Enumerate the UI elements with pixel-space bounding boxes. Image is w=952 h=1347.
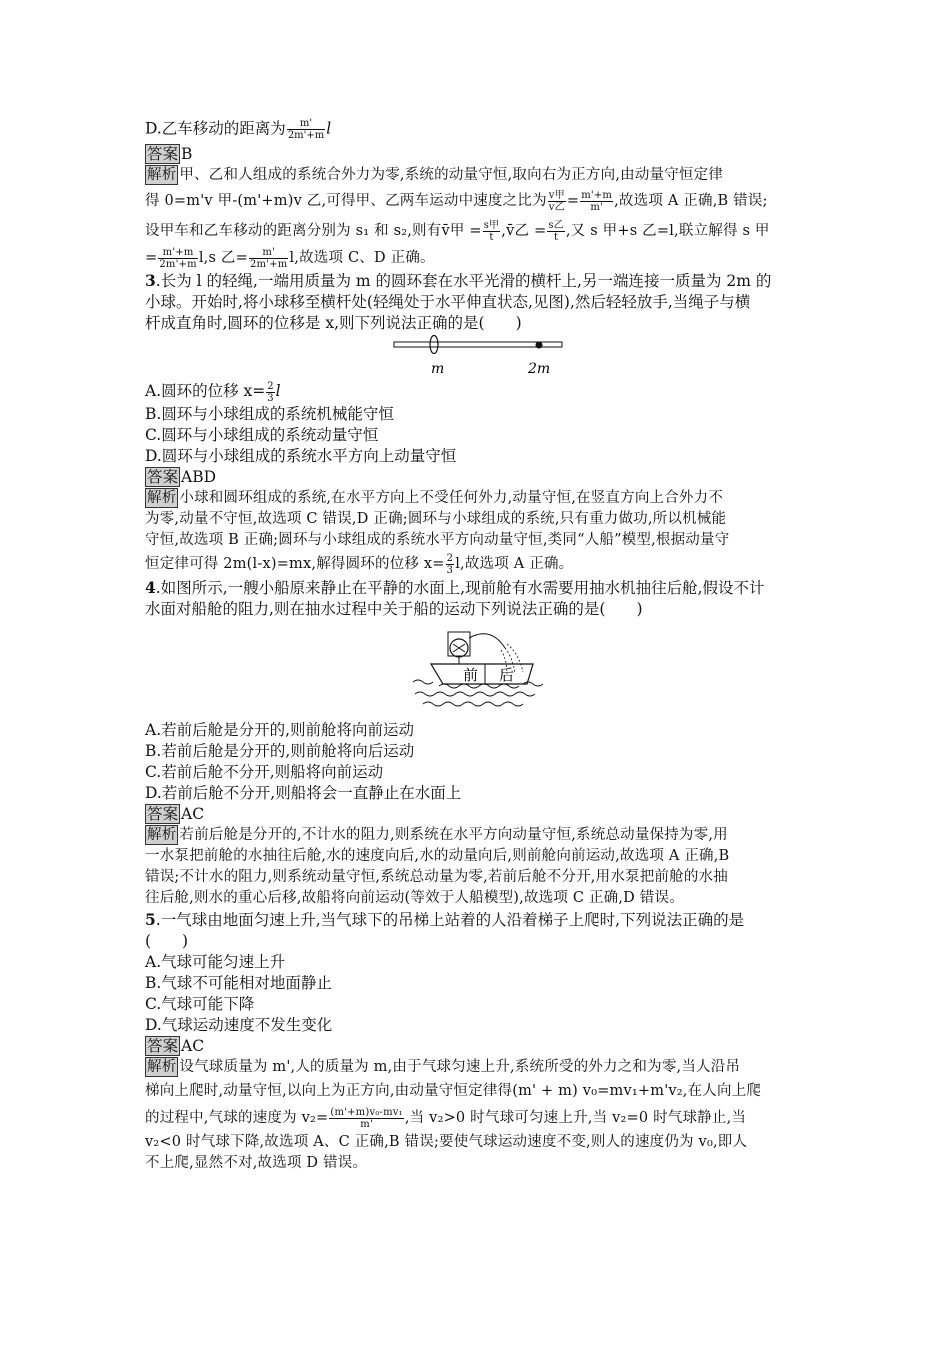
label-front: 前 <box>462 666 478 684</box>
option-b: B.气球不可能相对地面静止 <box>145 974 332 992</box>
option-c: C.若前后舱不分开,则船将向前运动 <box>145 763 384 781</box>
analysis-line: 梯向上爬时,动量守恒,以向上为正方向,由动量守恒定律得(m' + m) v₀=mv₁+m'v₂,在人向上爬 <box>145 1083 762 1099</box>
option-a: A.圆环的位移 x= $\frac{2}{3}$ l <box>145 380 281 404</box>
question-stem: 水面对船舱的阻力,则在抽水过程中关于船的运动下列说法正确的是( ) <box>145 600 643 618</box>
option-c: C.圆环与小球组成的系统动量守恒 <box>145 426 379 444</box>
analysis-tag: 解析 <box>147 1059 177 1075</box>
option-d: D.若前后舱不分开,则船将会一直静止在水面上 <box>145 784 462 802</box>
ring-icon <box>430 336 438 354</box>
document-page <box>145 118 810 1174</box>
analysis-line: 守恒,故选项 B 正确;圆环与小球组成的系统水平方向动量守恒,类同“人船”模型,根据动量守 <box>145 532 730 548</box>
answer-tag: 答案 <box>147 145 179 163</box>
question-stem: 5.一气球由地面匀速上升,当气球下的吊梯上站着的人沿着梯子上爬时,下列说法正确的是 <box>145 910 745 929</box>
question-stem: 3.长为 l 的轻绳,一端用质量为 m 的圆环套在水平光滑的横杆上,另一端连接一质量为 2m 的 <box>145 271 772 290</box>
label-back: 后 <box>498 666 514 684</box>
ball-icon <box>535 342 542 349</box>
question-stem: 小球。开始时,将小球移至横杆处(轻绳处于水平伸直状态,见图),然后轻轻放手,当绳子与横 <box>145 293 751 311</box>
analysis-line: 解析 若前后舱是分开的,不计水的阻力,则系统在水平方向动量守恒,系统总动量保持为零,用 <box>147 827 728 843</box>
answer-row <box>145 144 810 165</box>
analysis-line: 为零,动量不守恒,故选项 C 错误,D 正确;圆环与小球组成的系统,只有重力做功,所以机械能 <box>145 511 727 527</box>
question-stem: 杆成直角时,圆环的位移是 x,则下列说法正确的是( ) <box>145 314 522 332</box>
answer-value: B <box>181 145 193 163</box>
question-stem: 4.如图所示,一艘小船原来静止在平静的水面上,现前舱有水需要用抽水机抽往后舱,假设不计 <box>145 578 765 597</box>
answer-tag: 答案 <box>147 805 179 823</box>
answer-row: 答案 ABD <box>147 468 217 486</box>
analysis-line: v₂<0 时气球下降,故选项 A、C 正确,B 错误;要使气球运动速度不变,则人的速度仍为 v₀,即人 <box>145 1134 748 1150</box>
option-d: D.圆环与小球组成的系统水平方向上动量守恒 <box>145 447 457 465</box>
option-b: B.圆环与小球组成的系统机械能守恒 <box>145 405 394 423</box>
rod-ring-figure <box>388 334 568 378</box>
option-d-prev: D.乙车移动的距离为 $\frac{m'}{2m'+m}$ l <box>145 118 332 141</box>
option-b: B.若前后舱是分开的,则前舱将向后运动 <box>145 742 415 760</box>
label-2m: 2m <box>527 361 550 377</box>
option-c: C.气球可能下降 <box>145 995 255 1013</box>
analysis-line: 解析 设气球质量为 m',人的质量为 m,由于气球匀速上升,系统所受的外力之和为零,当人沿吊 <box>147 1059 741 1075</box>
answer-tag: 答案 <box>147 468 179 486</box>
analysis-line: 的过程中,气球的速度为 v₂= $\frac{\text{(m'+m)v₀-mv₁}}{m'}$ ,当 v₂>0 时气球可匀速上升,当 v₂=0 时气球静止,当 <box>145 1106 747 1130</box>
question-stem: ( ) <box>145 932 189 950</box>
answer-row: 答案 AC <box>147 1037 205 1055</box>
analysis-tag: 解析 <box>147 490 177 506</box>
option-d: D.气球运动速度不发生变化 <box>145 1016 333 1034</box>
analysis-line: 设甲车和乙车移动的距离分别为 s₁ 和 s₂,则有v̄甲 = $\frac{\text{s甲}}{t}$ ,v̄乙 = $\frac{\text{s乙}}{t}$ ,又 s 甲+s 乙=l,联立解得 s 甲 <box>145 219 770 243</box>
label-m: m <box>430 361 444 377</box>
analysis-line: 一水泵把前舱的水抽往后舱,水的速度向后,水的动量向后,则前舱向前运动,故选项 A 正确,B <box>145 848 730 864</box>
boat-icon <box>431 664 533 684</box>
analysis-line: 解析 甲、乙和人组成的系统合外力为零,系统的动量守恒,取向右为正方向,由动量守恒定律 <box>147 167 724 183</box>
option-a: A.若前后舱是分开的,则前舱将向前运动 <box>145 721 415 739</box>
analysis-line: 恒定律可得 2m(l-x)=mx,解得圆环的位移 x= $\frac{2}{3}$ l,故选项 A 正确。 <box>145 552 574 576</box>
boat-pump-figure <box>403 620 553 720</box>
fraction: $\frac{m'}{2m'+m}$ <box>287 118 325 141</box>
analysis-line: 解析 小球和圆环组成的系统,在水平方向上不受任何外力,动量守恒,在竖直方向上合外力不 <box>147 490 724 506</box>
answer-row: 答案 AC <box>147 805 205 823</box>
analysis-line: = $\frac{m'+m}{2m'+m}$ l,s 乙= $\frac{m'}{2m'+m}$ l,故选项 C、D 正确。 <box>145 246 435 270</box>
analysis-line: 错误;不计水的阻力,则系统动量守恒,系统总动量为零,若前后舱不分开,用水泵把前舱的水抽 <box>145 869 728 885</box>
option-text: D.乙车移动的距离为 <box>145 119 286 138</box>
analysis-line: 不上爬,显然不对,故选项 D 错误。 <box>145 1155 368 1171</box>
analysis-line: 得 0=m'v 甲-(m'+m)v 乙,可得甲、乙两车运动中速度之比为 $\frac{\text{v甲}}{\text{v乙}}$ = $\frac{m'+m}{m'}$ ,故选项 A 正确,B 错误; <box>145 189 768 213</box>
analysis-line: 往后舱,则水的重心后移,故船将向前运动(等效于人船模型),故选项 C 正确,D 错误。 <box>145 890 684 906</box>
answer-tag: 答案 <box>147 1037 179 1055</box>
option-a: A.气球可能匀速上升 <box>145 953 286 971</box>
analysis-tag: 解析 <box>147 167 177 183</box>
analysis-tag: 解析 <box>147 827 177 843</box>
